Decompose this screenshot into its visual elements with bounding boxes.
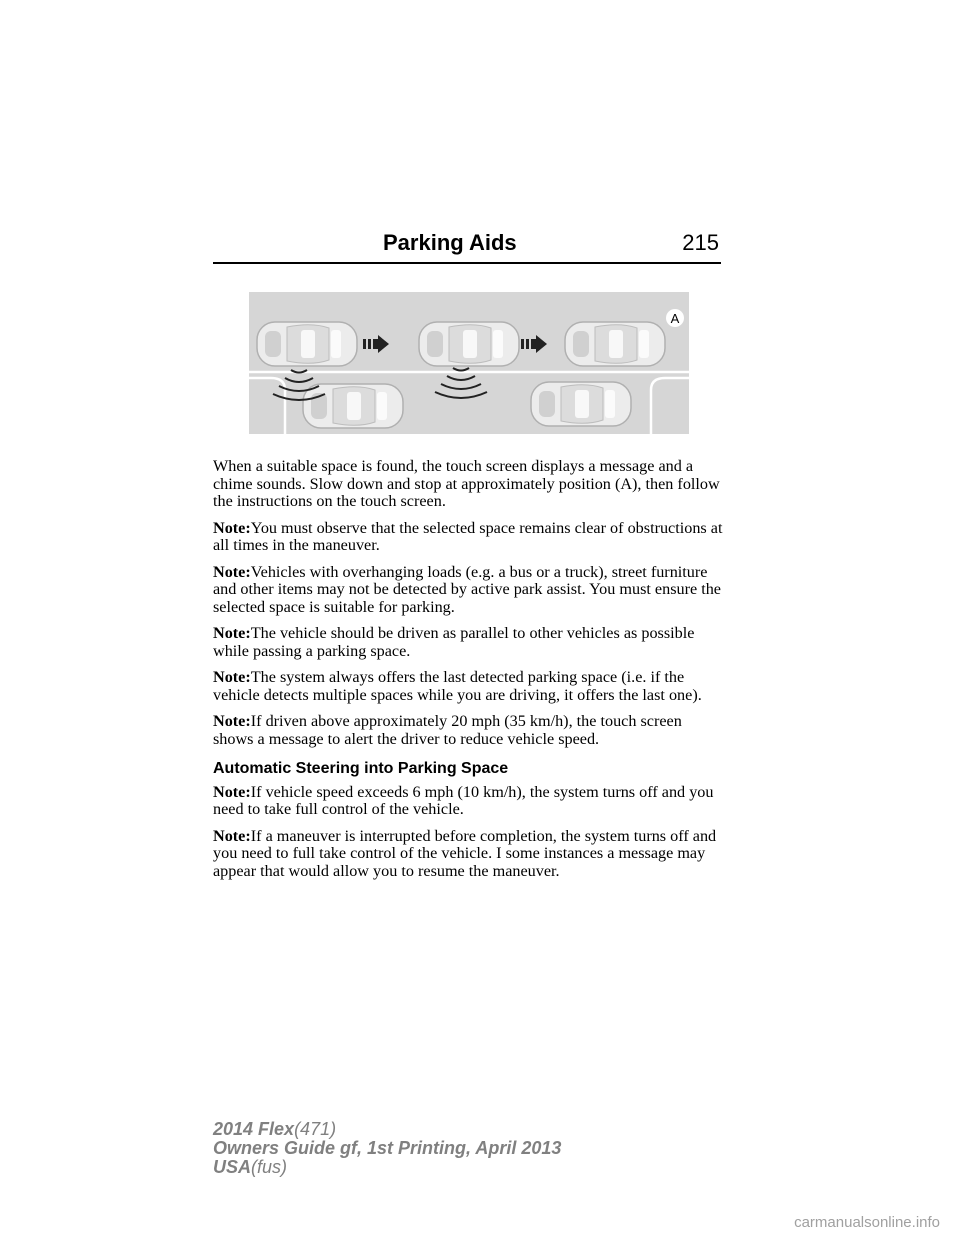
parking-diagram-svg <box>249 292 689 434</box>
direction-arrow-1 <box>363 335 389 353</box>
page-number: 215 <box>682 230 719 255</box>
note-label: Note: <box>213 712 251 730</box>
footer-edition: Owners Guide gf, 1st Printing, April 2013 <box>213 1138 562 1158</box>
note-paragraph <box>213 625 723 660</box>
note-text: The vehicle should be driven as parallel to other vehicles as possible while passing a parking space. <box>213 624 695 660</box>
note-paragraph <box>213 520 723 555</box>
note-label: Note: <box>213 562 251 581</box>
body-text <box>213 458 723 889</box>
footer-region-code: (fus) <box>251 1157 288 1177</box>
note-text: The system always offers the last detected parking space (i.e. if the vehicle detects multiple spaces while you are driving, it offers the last one). <box>213 668 702 704</box>
intro-paragraph <box>213 458 723 511</box>
callout-a-label: A <box>670 311 680 326</box>
note-paragraph <box>213 784 723 819</box>
note-paragraph <box>213 564 723 617</box>
moving-car-1 <box>257 322 357 366</box>
page-header <box>213 228 721 264</box>
note-text: You must observe that the selected space remains clear of obstructions at all times in the maneuver. <box>213 518 723 554</box>
parked-car-1 <box>303 384 403 428</box>
note-label: Note: <box>213 668 251 686</box>
parked-car-2 <box>531 382 631 426</box>
footer-line-2 <box>213 1139 561 1158</box>
note-label: Note: <box>213 826 251 845</box>
note-text: Vehicles with overhanging loads (e.g. a bus or a truck), street furniture and other items may not be detected by active park assist. You must ensure the selected space is suitable for parking. <box>213 562 721 616</box>
callout-a <box>666 309 684 327</box>
section-title: Parking Aids <box>383 230 517 255</box>
subheading: Automatic Steering into Parking Space <box>213 760 509 777</box>
note-paragraph <box>213 669 723 704</box>
document-footer <box>213 1120 561 1177</box>
watermark: carmanualsonline.info <box>794 1214 940 1231</box>
note-text: If driven above approximately 20 mph (35 km/h), the touch screen shows a message to alert the driver to reduce vehicle speed. <box>213 712 682 748</box>
footer-code: (471) <box>294 1119 337 1139</box>
parking-illustration <box>249 292 689 434</box>
direction-arrow-2 <box>521 335 547 353</box>
footer-line-1 <box>213 1120 561 1139</box>
moving-car-2 <box>419 322 519 366</box>
paragraph-text: When a suitable space is found, the touch screen displays a message and a chime sounds. Slow down and stop at approximately position (A), then follow the instructions on the touch screen. <box>213 457 720 510</box>
note-paragraph <box>213 713 723 748</box>
note-label: Note: <box>213 782 251 801</box>
note-label: Note: <box>213 518 251 537</box>
note-label: Note: <box>213 624 251 642</box>
note-paragraph <box>213 828 723 881</box>
footer-model: 2014 Flex <box>213 1119 295 1139</box>
footer-region: USA <box>213 1157 252 1177</box>
note-text: If a maneuver is interrupted before completion, the system turns off and you need to full take control of the vehicle. I some instances a message may appear that would allow you to resume the maneuver. <box>213 826 717 880</box>
note-text: If vehicle speed exceeds 6 mph (10 km/h), the system turns off and you need to take full control of the vehicle. <box>213 782 714 818</box>
moving-car-3 <box>565 322 665 366</box>
footer-line-3 <box>213 1158 561 1177</box>
